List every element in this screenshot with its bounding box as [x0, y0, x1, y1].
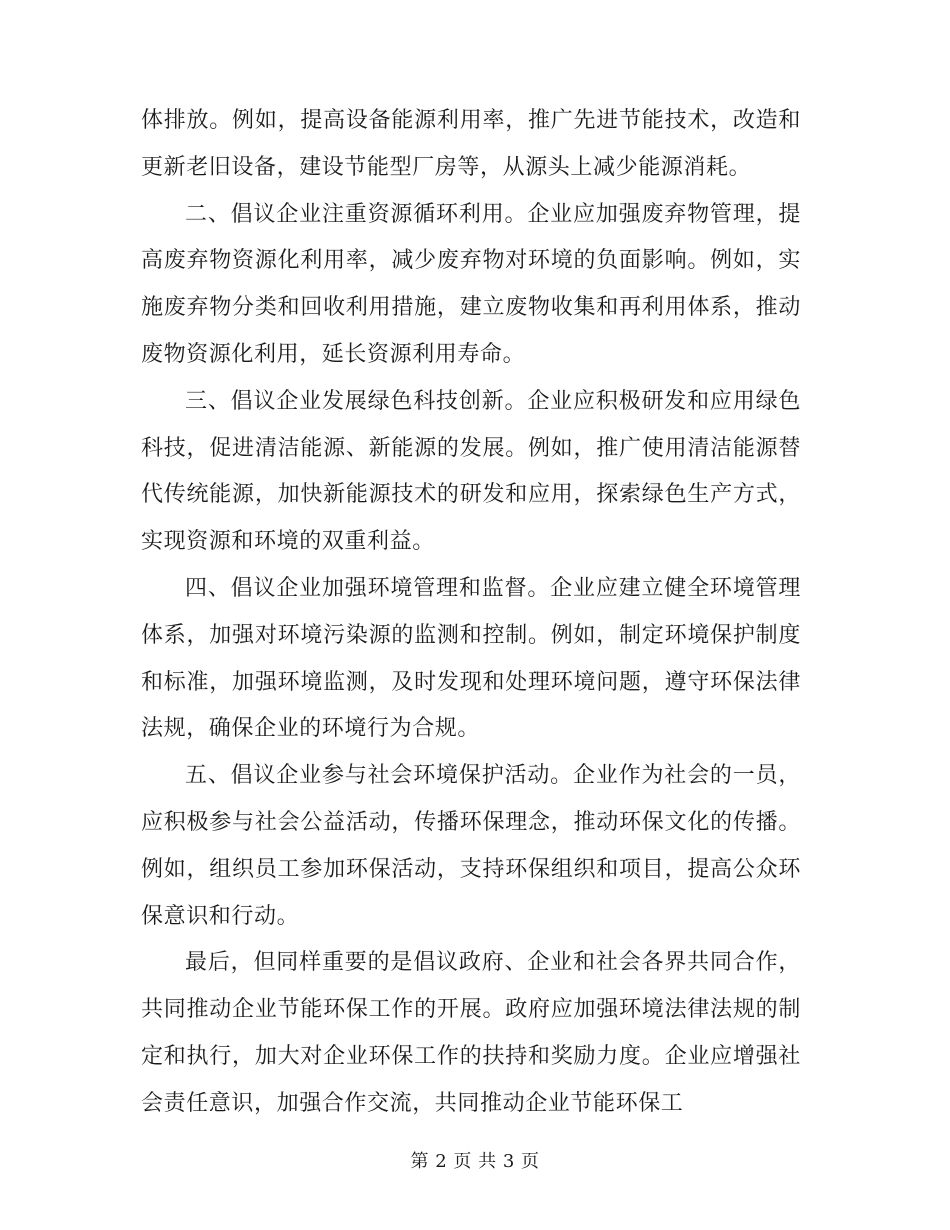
page-number-footer: 第 2 页 共 3 页 [410, 1151, 540, 1172]
paragraph-proposal-4: 四、倡议企业加强环境管理和监督。企业应建立健全环境管理体系，加强对环境污染源的监测和控制。例如，制定环境保护制度和标准，加强环境监测，及时发现和处理环境问题，遵守环保法律法规，确保企业的环境行为合规。 [141, 575, 801, 742]
paragraph-proposal-2: 二、倡议企业注重资源循环利用。企业应加强废弃物管理，提高废弃物资源化利用率，减少废弃物对环境的负面影响。例如，实施废弃物分类和回收利用措施，建立废物收集和再利用体系，推动废物资源化利用，延长资源利用寿命。 [141, 201, 801, 367]
paragraph-proposal-5: 五、倡议企业参与社会环境保护活动。企业作为社会的一员，应积极参与社会公益活动，传播环保理念，推动环保文化的传播。例如，组织员工参加环保活动，支持环保组织和项目，提高公众环保意识和行动。 [141, 763, 801, 929]
paragraph-continuation: 体排放。例如，提高设备能源利用率，推广先进节能技术，改造和更新老旧设备，建设节能型厂房等，从源头上减少能源消耗。 [141, 108, 801, 180]
paragraph-conclusion: 最后，但同样重要的是倡议政府、企业和社会各界共同合作，共同推动企业节能环保工作的开展。政府应加强环境法律法规的制定和执行，加大对企业环保工作的扶持和奖励力度。企业应增强社会责任意识，加强合作交流，共同推动企业节能环保工 [141, 950, 801, 1116]
paragraph-proposal-3: 三、倡议企业发展绿色科技创新。企业应积极研发和应用绿色科技，促进清洁能源、新能源的发展。例如，推广使用清洁能源替代传统能源，加快新能源技术的研发和应用，探索绿色生产方式，实现资源和环境的双重利益。 [141, 388, 801, 555]
document-body [141, 98, 801, 1128]
